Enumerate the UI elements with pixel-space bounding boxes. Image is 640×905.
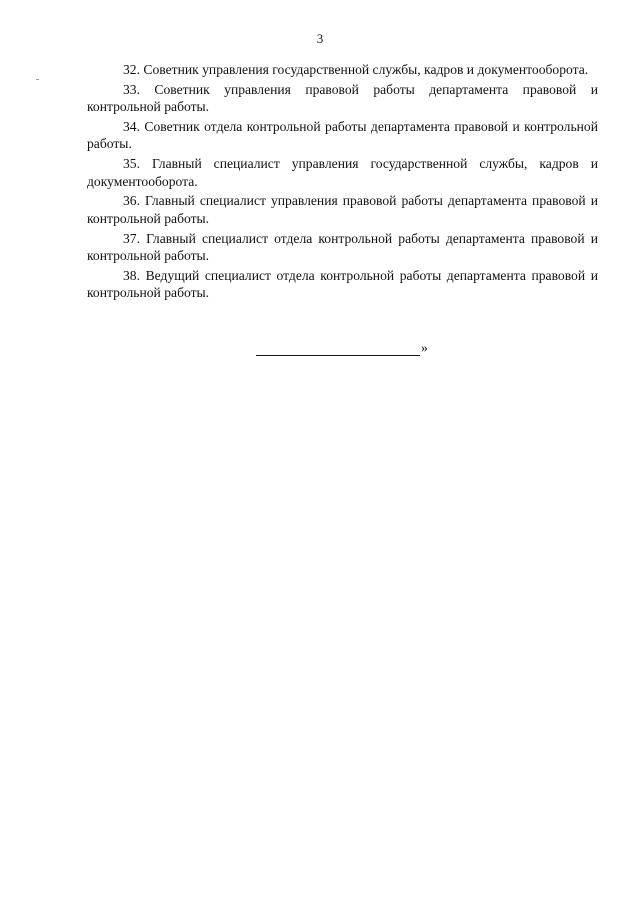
list-item: 35. Главный специалист управления государственной службы, кадров и документооборота. [87, 156, 598, 189]
document-body [87, 61, 598, 304]
end-rule [256, 342, 420, 356]
list-item: 37. Главный специалист отдела контрольной работы департамента правовой и контрольной работы. [87, 230, 598, 263]
document-end-mark [256, 339, 428, 356]
scan-mark [36, 79, 39, 80]
list-item: 33. Советник управления правовой работы департамента правовой и контрольной работы. [87, 81, 598, 115]
list-item: 36. Главный специалист управления правовой работы департамента правовой и контрольной работы. [87, 193, 598, 226]
closing-quote: » [421, 340, 428, 355]
list-item: 34. Советник отдела контрольной работы департамента правовой и контрольной работы. [87, 119, 598, 152]
page-number: 3 [316, 31, 324, 46]
list-item: 32. Советник управления государственной службы, кадров и документооборота. [123, 62, 589, 77]
list-item: 38. Ведущий специалист отдела контрольной работы департамента правовой и контрольной работы. [87, 267, 598, 301]
